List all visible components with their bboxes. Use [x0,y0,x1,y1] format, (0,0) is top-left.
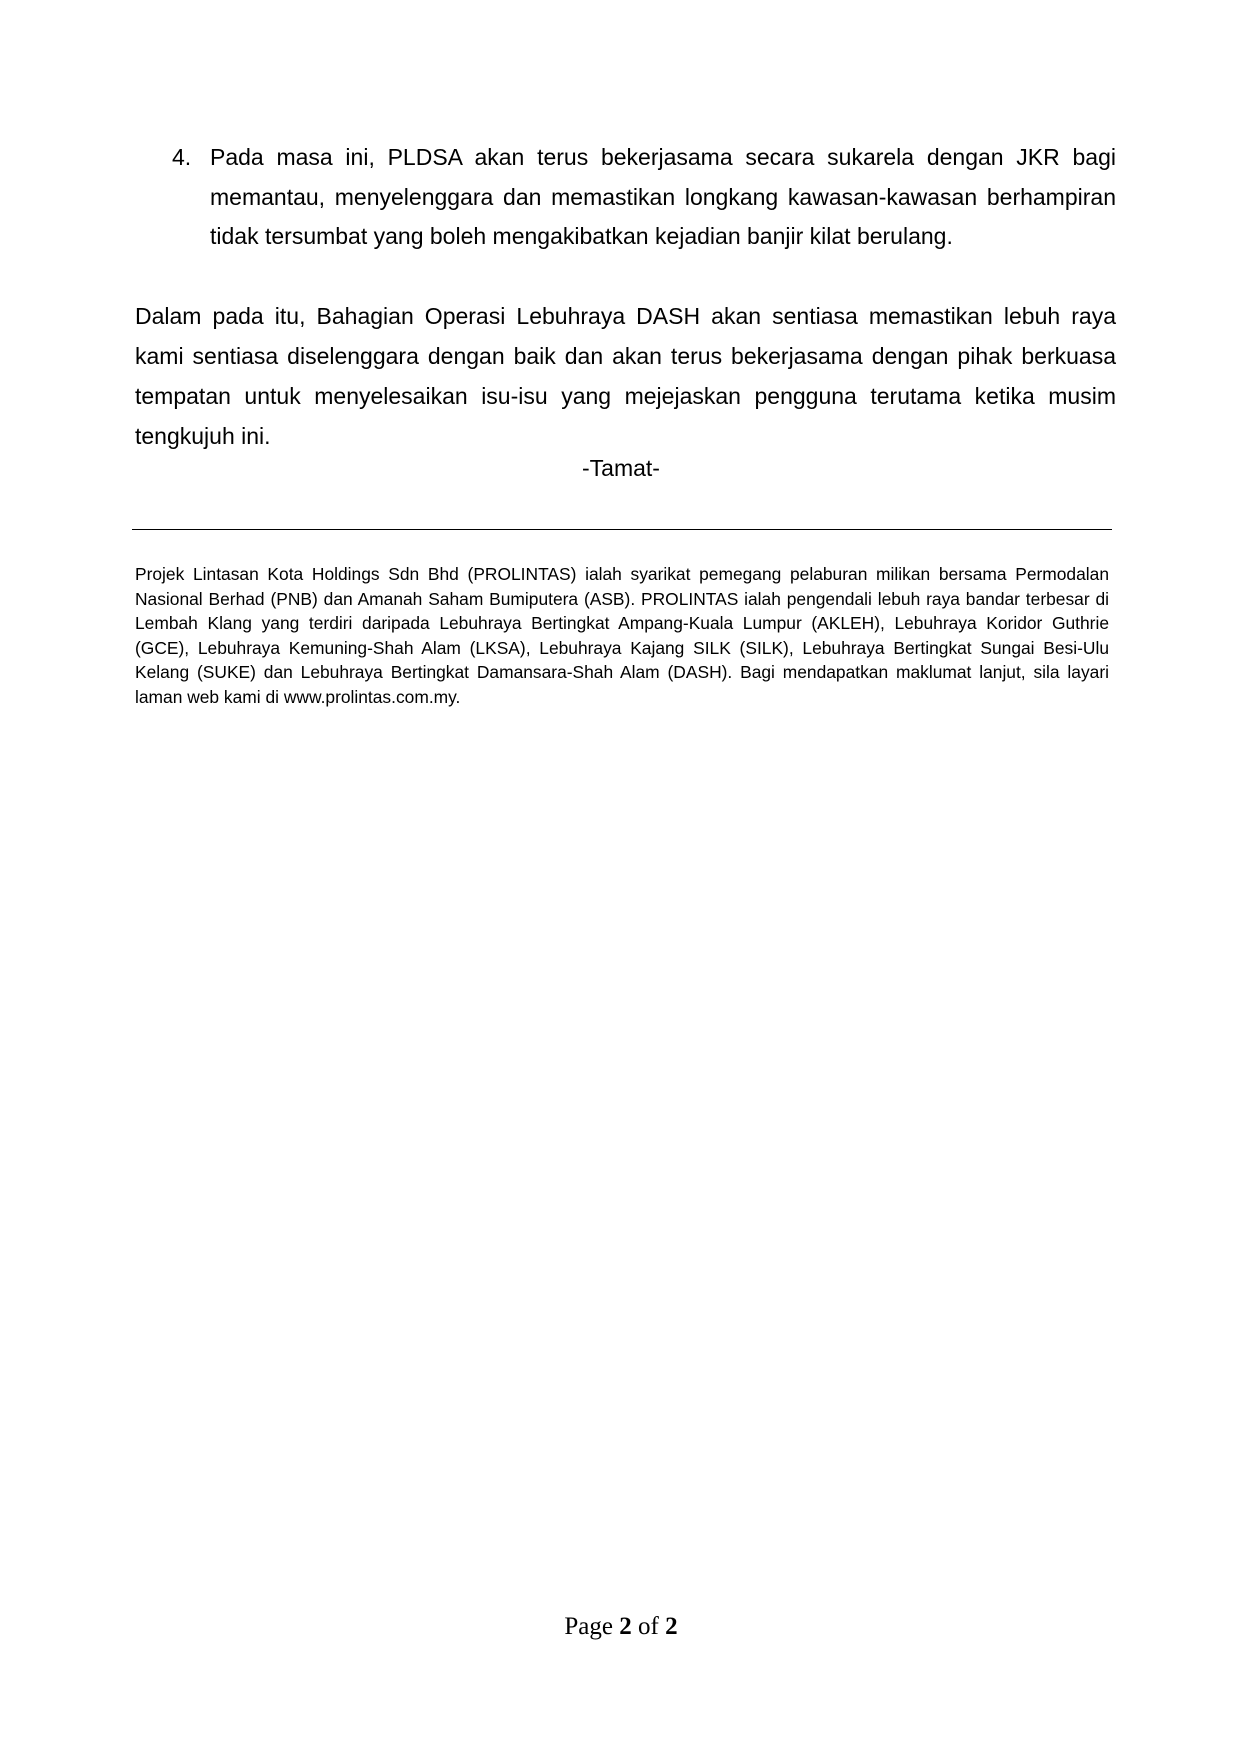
end-marker: -Tamat- [582,455,660,481]
of-label: of [638,1613,659,1640]
page-label: Page [564,1613,614,1640]
total-pages-number: 2 [665,1613,678,1640]
body-paragraph: Dalam pada itu, Bahagian Operasi Lebuhraya DASH akan sentiasa memastikan lebuh raya kami sentiasa diselenggara dengan baik dan akan terus bekerjasama dengan pihak berkuasa tempatan untuk menyelesaikan isu-isu yang mejejaskan pengguna terutama ketika musim tengkujuh ini. [135,303,1116,449]
page-number-footer [0,1612,1242,1642]
list-item-number: 4. [172,144,192,170]
company-boilerplate: Projek Lintasan Kota Holdings Sdn Bhd (PROLINTAS) ialah syarikat pemegang pelaburan milikan bersama Permodalan Nasional Berhad (PNB) dan Amanah Saham Bumiputera (ASB). PROLINTAS ialah pengendali lebuh raya bandar terbesar di Lembah Klang yang terdiri daripada Lebuhraya Bertingkat Ampang-Kuala Lumpur (AKLEH), Lebuhraya Koridor Guthrie (GCE), Lebuhraya Kemuning-Shah Alam (LKSA), Lebuhraya Kajang SILK (SILK), Lebuhraya Bertingkat Sungai Besi-Ulu Kelang (SUKE) dan Lebuhraya Bertingkat Damansara-Shah Alam (DASH). Bagi mendapatkan maklumat lanjut, sila layari laman web kami di www.prolintas.com.my. [135,564,1109,707]
numbered-list-item [172,138,1116,257]
list-item-text: Pada masa ini, PLDSA akan terus bekerjasama secara sukarela dengan JKR bagi memantau, menyelenggara dan memastikan longkang kawasan-kawasan berhampiran tidak tersumbat yang boleh mengakibatkan kejadian banjir kilat berulang. [210,144,1116,249]
section-divider [132,529,1112,530]
current-page-number: 2 [619,1613,632,1640]
